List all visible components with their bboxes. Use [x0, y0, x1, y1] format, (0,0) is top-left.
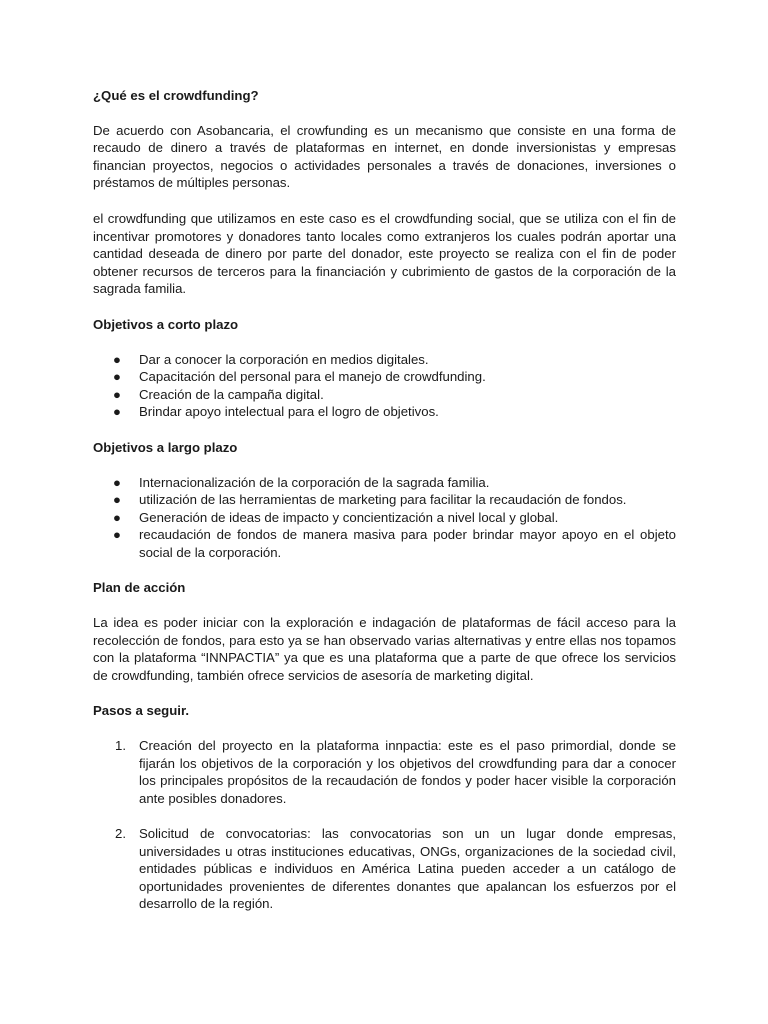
bullet-icon: ●: [113, 474, 121, 490]
list-item: ● Dar a conocer la corporación en medios digitales.: [113, 351, 429, 367]
long-term-objectives-list: [93, 474, 676, 562]
list-item: ● Brindar apoyo intelectual para el logro de objetivos.: [113, 404, 439, 420]
bullet-icon: ●: [113, 351, 121, 367]
list-item: 1. Creación del proyecto en la plataforma innpactia: este es el paso primordial, donde se fijarán los objetivos de la corporación y los objetivos del crowdfunding para dar a conocer los principales propósitos de la recaudación de fondos y poder hacer visible la corporación ante posibles donadores.: [115, 738, 676, 806]
heading-steps: Pasos a seguir.: [93, 703, 190, 719]
heading-long-term-objectives: Objetivos a largo plazo: [93, 439, 238, 455]
list-item: ● recaudación de fondos de manera masiva para poder brindar mayor apoyo en el objeto social de la corporación.: [113, 527, 676, 560]
list-item: ● Capacitación del personal para el manejo de crowdfunding.: [113, 369, 486, 385]
steps-list: [93, 737, 676, 913]
list-item: 2. Solicitud de convocatorias: las convocatorias son un un lugar donde empresas, universidades u otras instituciones educativas, ONGs, organizaciones de la sociedad civil, entidades públicas e individuos en América Latina pueden acceder a un catálogo de oportunidades provenientes de diferentes donantes que apalancan los esfuerzos por el desarrollo de la región.: [115, 826, 676, 912]
heading-action-plan: Plan de acción: [93, 580, 186, 596]
bullet-icon: ●: [113, 404, 121, 420]
list-item: ● Creación de la campaña digital.: [113, 386, 324, 402]
paragraph-social-crowdfunding: el crowdfunding que utilizamos en este caso es el crowdfunding social, que se utiliza con el fin de incentivar promotores y donadores tanto locales como extranjeros los cuales podrán aportar una cantidad deseada de dinero por parte del donador, este proyecto se realiza con el fin de poder obtener recursos de terceros para la financiación y cubrimiento de gastos de la corporación de la sagrada familia.: [93, 210, 676, 297]
heading-short-term-objectives: Objetivos a corto plazo: [93, 316, 239, 332]
bullet-icon: ●: [113, 369, 121, 385]
bullet-icon: ●: [113, 527, 121, 543]
paragraph-action-plan: La idea es poder iniciar con la exploración e indagación de plataformas de fácil acceso para la recolección de fondos, para esto ya se han observado varias alternativas y entre ellas nos topamos con la plataforma “INNPACTIA” ya que es una plataforma que a parte de que ofrece los servicios de crowdfunding, también ofrece servicios de asesoría de marketing digital.: [93, 615, 676, 683]
heading-what-is-crowdfunding: ¿Qué es el crowdfunding?: [93, 88, 259, 103]
short-term-objectives-list: [93, 351, 676, 421]
bullet-icon: ●: [113, 509, 121, 525]
list-item: ● utilización de las herramientas de marketing para facilitar la recaudación de fondos.: [113, 492, 627, 508]
list-item: ● Internacionalización de la corporación de la sagrada familia.: [113, 474, 490, 490]
bullet-icon: ●: [113, 386, 121, 402]
list-item: ● Generación de ideas de impacto y concientización a nivel local y global.: [113, 509, 559, 525]
bullet-icon: ●: [113, 492, 121, 508]
paragraph-definition: De acuerdo con Asobancaria, el crowfunding es un mecanismo que consiste en una forma de recaudo de dinero a través de plataformas en internet, en donde inversionistas y empresas financian proyectos, negocios o actividades personales a través de donaciones, inversiones o préstamos de múltiples personas.: [93, 122, 676, 191]
